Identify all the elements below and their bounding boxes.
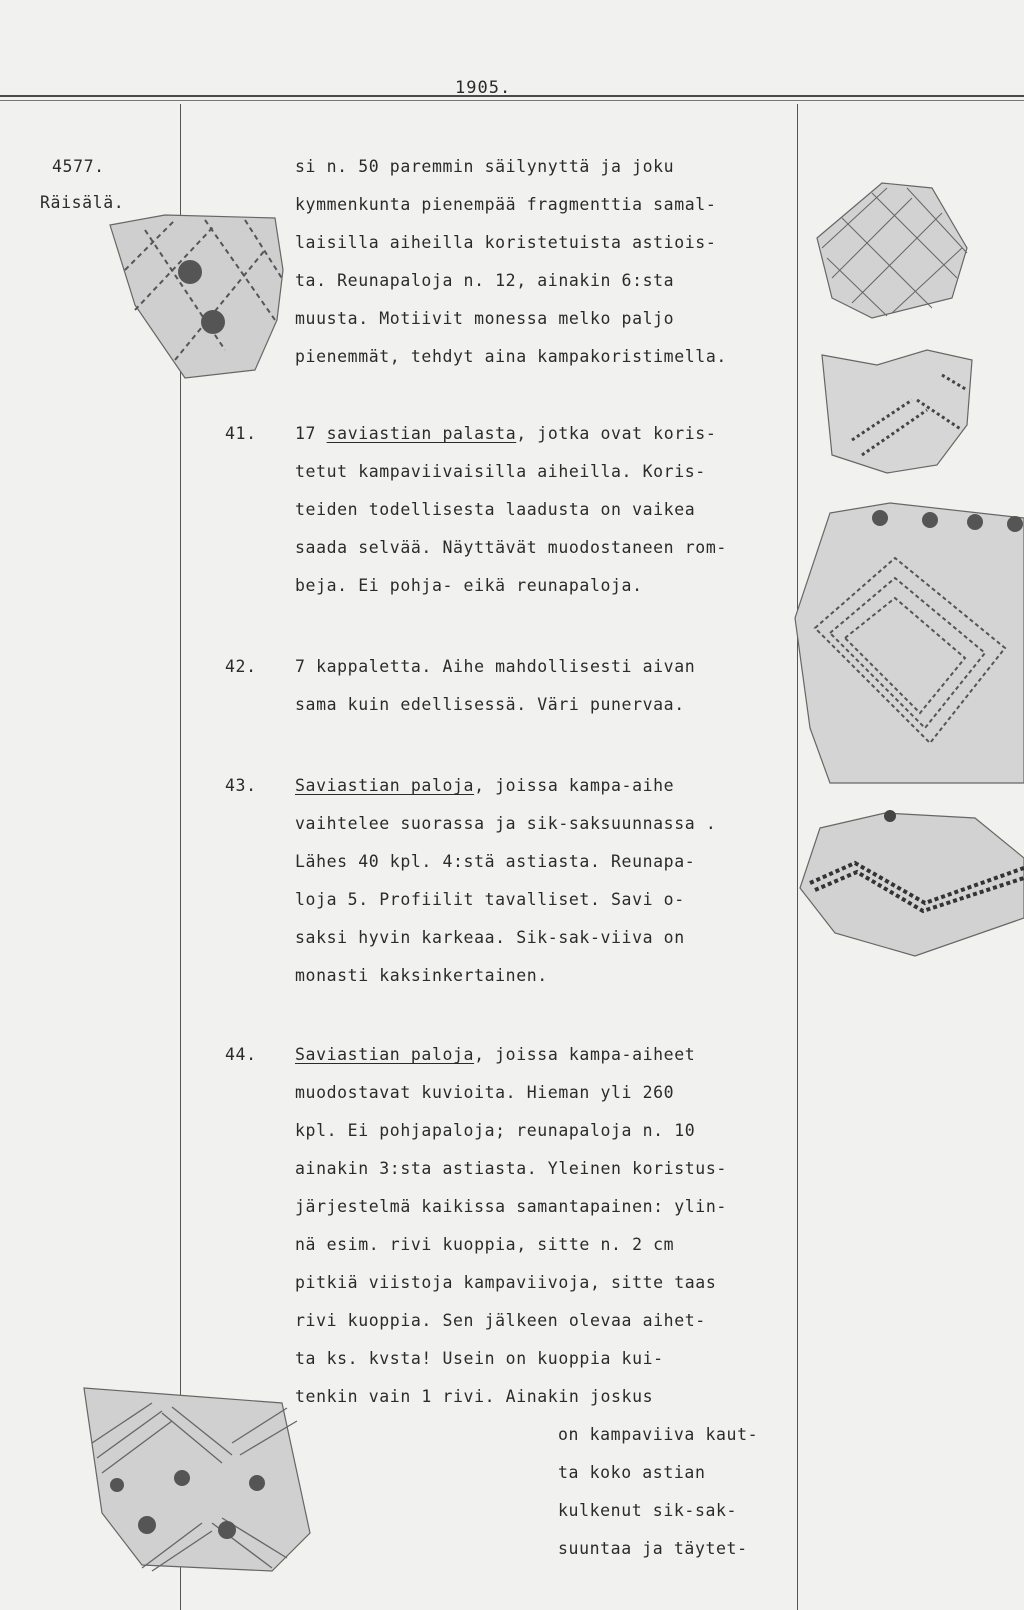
header-rule bbox=[0, 95, 1024, 97]
entry-41-title: saviastian palasta bbox=[326, 424, 517, 443]
intro-line-1: si n. 50 paremmin säilynyttä ja joku bbox=[295, 157, 675, 176]
entry-43-line-3: Lähes 40 kpl. 4:stä astiasta. Reunapa- bbox=[295, 852, 696, 871]
entry-43-first-line bbox=[295, 776, 674, 795]
entry-42-line-2: sama kuin edellisessä. Väri punervaa. bbox=[295, 695, 685, 714]
entry-44-line-8: rivi kuoppia. Sen jälkeen olevaa aihet- bbox=[295, 1311, 706, 1330]
intro-line-4: ta. Reunapaloja n. 12, ainakin 6:sta bbox=[295, 271, 675, 290]
entry-41-line-3: teiden todellisesta laadusta on vaikea bbox=[295, 500, 696, 519]
sherd-sketch-3 bbox=[817, 345, 977, 475]
entry-44-number: 44. bbox=[225, 1045, 257, 1064]
page-year: 1905. bbox=[455, 78, 512, 98]
entry-44-first-line bbox=[295, 1045, 695, 1064]
intro-line-5: muusta. Motiivit monessa melko paljo bbox=[295, 309, 675, 328]
entry-41-number: 41. bbox=[225, 424, 257, 443]
entry-43-line-2: vaihtelee suorassa ja sik-saksuunnassa . bbox=[295, 814, 717, 833]
entry-43-line-5: saksi hyvin karkeaa. Sik-sak-viiva on bbox=[295, 928, 685, 947]
entry-43-line-6: monasti kaksinkertainen. bbox=[295, 966, 548, 985]
catalog-place: Räisälä. bbox=[40, 193, 125, 212]
sherd-sketch-5 bbox=[795, 808, 1024, 958]
sherd-sketch-1 bbox=[105, 210, 285, 385]
entry-44-title: Saviastian paloja bbox=[295, 1045, 475, 1064]
intro-line-3: laisilla aiheilla koristetuista astiois- bbox=[295, 233, 717, 252]
entry-44-narrow-line-4: suuntaa ja täytet- bbox=[558, 1539, 748, 1558]
entry-44-line-2: muodostavat kuvioita. Hieman yli 260 bbox=[295, 1083, 675, 1102]
sherd-sketch-6 bbox=[82, 1383, 312, 1573]
entry-43-title: Saviastian paloja bbox=[295, 776, 475, 795]
entry-41-line-2: tetut kampaviivaisilla aiheilla. Koris- bbox=[295, 462, 706, 481]
entry-41-first-line bbox=[295, 424, 716, 443]
header-rule-thin bbox=[0, 100, 1024, 101]
entry-44-line-10: tenkin vain 1 rivi. Ainakin joskus bbox=[295, 1387, 654, 1406]
entry-44-line-3: kpl. Ei pohjapaloja; reunapaloja n. 10 bbox=[295, 1121, 696, 1140]
entry-41-lead: 17 bbox=[295, 424, 317, 443]
entry-41-line-5: beja. Ei pohja- eikä reunapaloja. bbox=[295, 576, 643, 595]
intro-line-2: kymmenkunta pienempää fragmenttia samal- bbox=[295, 195, 717, 214]
entry-44-line-4: ainakin 3:sta astiasta. Yleinen koristus- bbox=[295, 1159, 727, 1178]
entry-44-line-9: ta ks. kvsta! Usein on kuoppia kui- bbox=[295, 1349, 664, 1368]
entry-41-line-4: saada selvää. Näyttävät muodostaneen rom- bbox=[295, 538, 727, 557]
entry-42-line-1: 7 kappaletta. Aihe mahdollisesti aivan bbox=[295, 657, 696, 676]
entry-44-narrow-line-1: on kampaviiva kaut- bbox=[558, 1425, 759, 1444]
catalog-number: 4577. bbox=[52, 157, 105, 176]
entry-44-line-6: nä esim. rivi kuoppia, sitte n. 2 cm bbox=[295, 1235, 675, 1254]
entry-44-narrow-line-3: kulkenut sik-sak- bbox=[558, 1501, 738, 1520]
entry-41-rest: , jotka ovat koris- bbox=[516, 424, 717, 443]
intro-line-6: pienemmät, tehdyt aina kampakoristimella. bbox=[295, 347, 727, 366]
entry-42-number: 42. bbox=[225, 657, 257, 676]
entry-44-line-5: järjestelmä kaikissa samantapainen: ylin- bbox=[295, 1197, 727, 1216]
entry-44-line-7: pitkiä viistoja kampaviivoja, sitte taas bbox=[295, 1273, 717, 1292]
entry-43-rest: , joissa kampa-aihe bbox=[474, 776, 675, 795]
entry-43-line-4: loja 5. Profiilit tavalliset. Savi o- bbox=[295, 890, 685, 909]
entry-44-narrow-line-2: ta koko astian bbox=[558, 1463, 706, 1482]
entry-44-rest: , joissa kampa-aiheet bbox=[474, 1045, 696, 1064]
sherd-sketch-4 bbox=[790, 498, 1024, 788]
sherd-sketch-2 bbox=[812, 178, 972, 323]
entry-43-number: 43. bbox=[225, 776, 257, 795]
